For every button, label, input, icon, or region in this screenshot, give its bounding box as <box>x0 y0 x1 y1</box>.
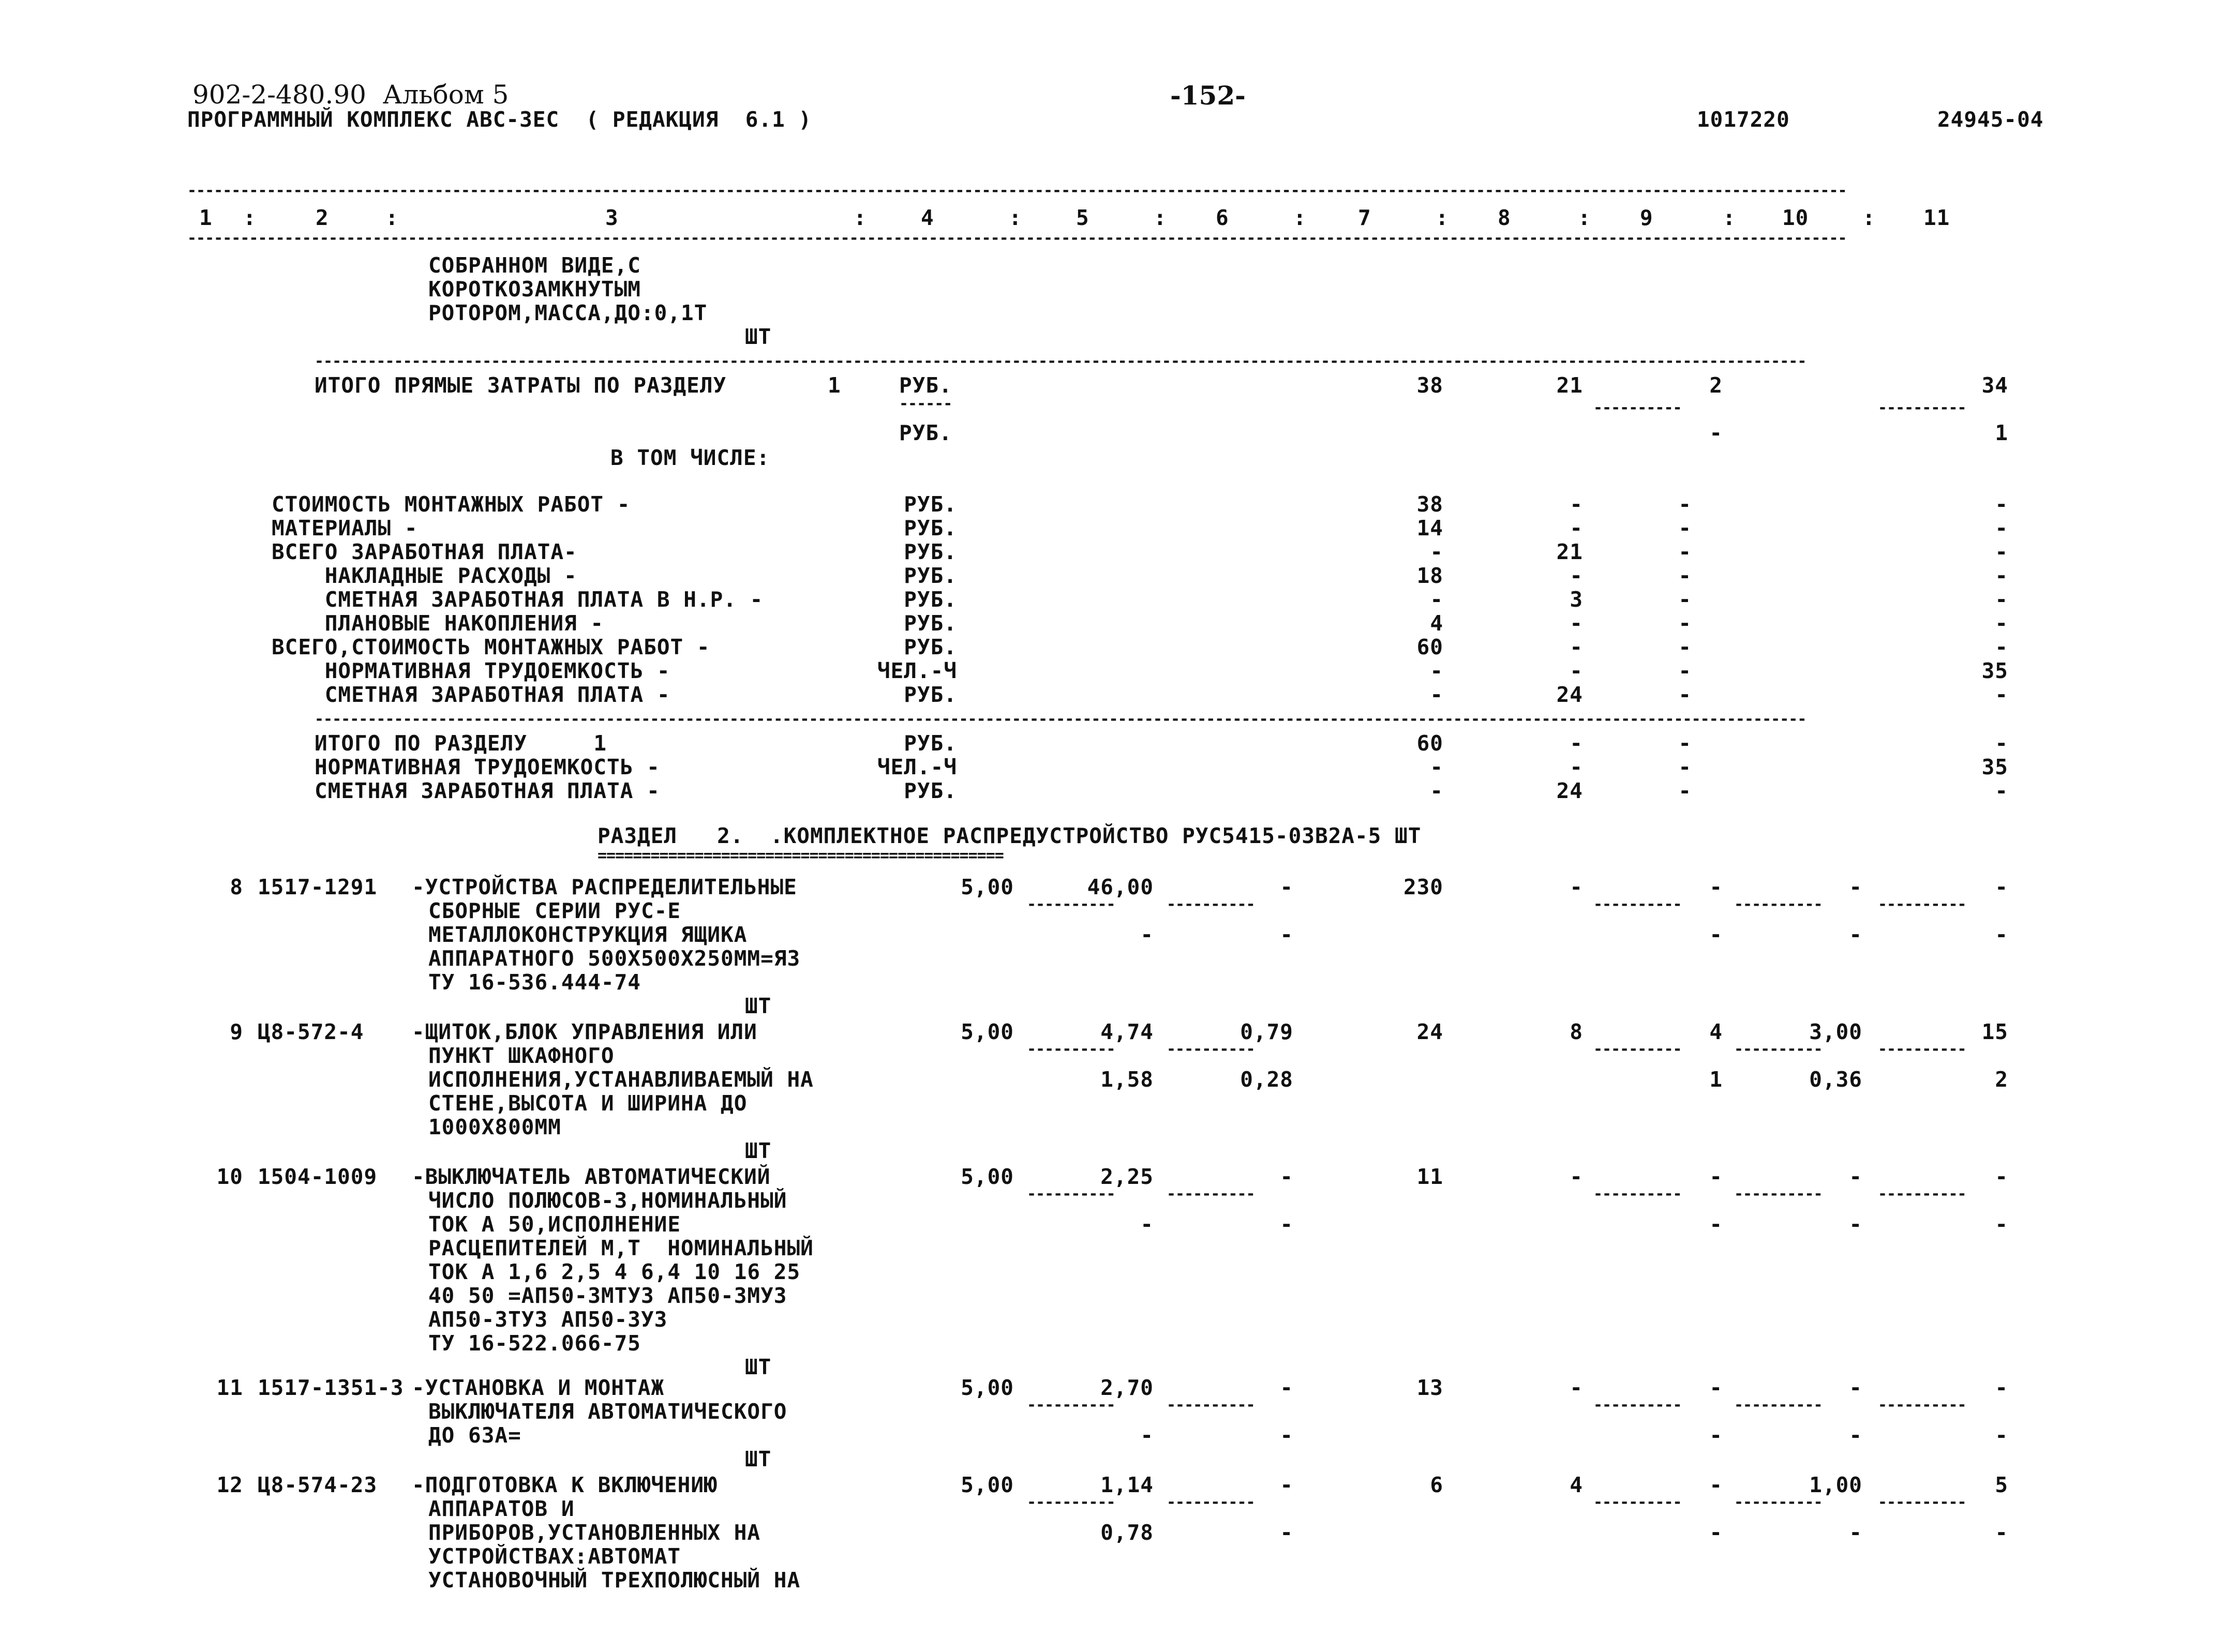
item-description-line: -УСТАНОВКА И МОНТАЖ <box>412 1375 664 1400</box>
breakdown-c9: - <box>1678 516 1692 540</box>
column-separator: : <box>1723 205 1736 230</box>
cost-underline: ---------- <box>1734 899 1823 910</box>
section-total-unit: ЧЕЛ.-Ч <box>877 755 957 779</box>
cost-underline: ---------- <box>1734 1497 1823 1508</box>
breakdown-c11: - <box>1995 492 2008 517</box>
column-number-4: 4 <box>921 205 934 230</box>
breakdown-c9: - <box>1678 611 1692 636</box>
item-c5-sub: - <box>1140 1423 1154 1448</box>
cost-underline: ---------- <box>1878 1189 1966 1200</box>
section-total-c9: - <box>1678 778 1692 803</box>
column-separator: : <box>1436 205 1449 230</box>
item-c11: - <box>1995 1164 2008 1189</box>
breakdown-c8: - <box>1570 658 1583 683</box>
item-description-line: РАСЦЕПИТЕЛЕЙ М,Т НОМИНАЛЬНЫЙ <box>428 1236 814 1260</box>
breakdown-c11: - <box>1995 539 2008 564</box>
item-description-line: 1000Х800ММ <box>428 1115 561 1139</box>
section-total-c7: - <box>1430 755 1443 779</box>
item-c11: 15 <box>1981 1019 2008 1044</box>
totals-direct-c7: 38 <box>1416 373 1443 398</box>
column-separator: : <box>1578 205 1591 230</box>
breakdown-c7: 60 <box>1416 635 1443 659</box>
item-c5-sub: 0,78 <box>1100 1520 1154 1545</box>
item-description-line: -ЩИТОК,БЛОК УПРАВЛЕНИЯ ИЛИ <box>412 1019 757 1044</box>
section-total-c9: - <box>1678 755 1692 779</box>
item-description-line: ПРИБОРОВ,УСТАНОВЛЕННЫХ НА <box>428 1520 761 1545</box>
c9-underline: ---------- <box>1593 402 1682 414</box>
item-quantity: 5,00 <box>961 1019 1014 1044</box>
section-total-c7: - <box>1430 778 1443 803</box>
breakdown-unit: РУБ. <box>904 611 957 636</box>
item-c6-sub: - <box>1280 1212 1293 1237</box>
price-underline: ---------- <box>1167 1044 1255 1055</box>
totals-direct-c9b: - <box>1709 420 1723 445</box>
item-c11: - <box>1995 875 2008 899</box>
section-total-c9: - <box>1678 731 1692 756</box>
item-number: 10 <box>216 1164 243 1189</box>
breakdown-label: НОРМАТИВНАЯ ТРУДОЕМКОСТЬ - <box>272 658 670 683</box>
price-underline: ---------- <box>1027 1400 1115 1411</box>
breakdown-c11: - <box>1995 563 2008 588</box>
item-description-line: ТОК А 1,6 2,5 4 6,4 10 16 25 <box>428 1259 801 1284</box>
item-c10: - <box>1849 1164 1862 1189</box>
column-number-6: 6 <box>1216 205 1229 230</box>
breakdown-label: ПЛАНОВЫЕ НАКОПЛЕНИЯ - <box>272 611 604 636</box>
column-number-2: 2 <box>316 205 329 230</box>
item-c10: - <box>1849 1375 1862 1400</box>
price-underline: ---------- <box>1167 1189 1255 1200</box>
item-description-line: -ПОДГОТОВКА К ВКЛЮЧЕНИЮ <box>412 1473 718 1497</box>
item-c7: 230 <box>1403 875 1443 899</box>
breakdown-c7: 4 <box>1430 611 1443 636</box>
item-c8: - <box>1570 1164 1583 1189</box>
column-number-8: 8 <box>1498 205 1511 230</box>
breakdown-c9: - <box>1678 539 1692 564</box>
column-number-5: 5 <box>1076 205 1089 230</box>
item-number: 11 <box>216 1375 243 1400</box>
price-underline: ---------- <box>1027 1497 1115 1508</box>
cost-underline: ---------- <box>1878 1400 1966 1411</box>
item-description-line: УСТРОЙСТВАХ:АВТОМАТ <box>428 1544 681 1569</box>
item-description-line: МЕТАЛЛОКОНСТРУКЦИЯ ЯЩИКА <box>428 922 748 947</box>
item-unit: ШТ <box>745 994 772 1018</box>
item-c7: 11 <box>1416 1164 1443 1189</box>
breakdown-c8: - <box>1570 611 1583 636</box>
item-description-line: СБОРНЫЕ СЕРИИ РУС-Е <box>428 898 681 923</box>
item-c9-sub: - <box>1709 1212 1723 1237</box>
item-description-line: АППАРАТНОГО 500Х500Х250ММ=Я3 <box>428 946 801 971</box>
breakdown-label: СМЕТНАЯ ЗАРАБОТНАЯ ПЛАТА - <box>272 682 670 707</box>
section-total-label: ИТОГО ПО РАЗДЕЛУ 1 <box>315 731 607 756</box>
price-underline: ---------- <box>1167 1400 1255 1411</box>
c11-underline: ---------- <box>1878 402 1966 414</box>
item-c10-sub: - <box>1849 1212 1862 1237</box>
section-total-c11: - <box>1995 731 2008 756</box>
item-c9-sub: - <box>1709 922 1723 947</box>
breakdown-c7: 38 <box>1416 492 1443 517</box>
section-total-label: СМЕТНАЯ ЗАРАБОТНАЯ ПЛАТА - <box>315 778 660 803</box>
item-c7: 6 <box>1430 1473 1443 1497</box>
cost-underline: ---------- <box>1593 1400 1682 1411</box>
item-description-line: ТОК А 50,ИСПОЛНЕНИЕ <box>428 1212 681 1237</box>
item-description-line: ВЫКЛЮЧАТЕЛЯ АВТОМАТИЧЕСКОГО <box>428 1399 787 1424</box>
breakdown-c9: - <box>1678 635 1692 659</box>
cost-underline: ---------- <box>1878 899 1966 910</box>
section-total-label: НОРМАТИВНАЯ ТРУДОЕМКОСТЬ - <box>315 755 660 779</box>
item-unit: ШТ <box>745 1138 772 1163</box>
item-unit: ШТ <box>745 1355 772 1379</box>
breakdown-unit: РУБ. <box>904 563 957 588</box>
breakdown-c9: - <box>1678 587 1692 612</box>
breakdown-c7: 18 <box>1416 563 1443 588</box>
breakdown-c9: - <box>1678 492 1692 517</box>
item-c11: 5 <box>1995 1473 2008 1497</box>
breakdown-unit: РУБ. <box>904 587 957 612</box>
cost-underline: ---------- <box>1593 1189 1682 1200</box>
totals-direct-c11b: 1 <box>1995 420 2008 445</box>
item-c9: 4 <box>1709 1019 1723 1044</box>
totals-direct-unit: РУБ. <box>899 373 952 398</box>
item-description-line: АППАРАТОВ И <box>428 1496 575 1521</box>
item-c6-sub: - <box>1280 922 1293 947</box>
item-c9-sub: 1 <box>1709 1067 1723 1092</box>
item-description-line: ТУ 16-522.066-75 <box>428 1331 641 1356</box>
item-c7: 24 <box>1416 1019 1443 1044</box>
item-description-line: АП50-3ТУ3 АП50-3У3 <box>428 1307 668 1332</box>
price-underline: ---------- <box>1167 899 1255 910</box>
breakdown-c11: 35 <box>1981 658 2008 683</box>
item-c9: - <box>1709 875 1723 899</box>
column-separator: : <box>1293 205 1307 230</box>
column-number-10: 10 <box>1782 205 1809 230</box>
cost-underline: ---------- <box>1734 1189 1823 1200</box>
item-description-line: УСТАНОВОЧНЫЙ ТРЕХПОЛЮСНЫЙ НА <box>428 1568 801 1593</box>
breakdown-label: ВСЕГО,СТОИМОСТЬ МОНТАЖНЫХ РАБОТ - <box>272 635 710 659</box>
item-c10: 1,00 <box>1809 1473 1862 1497</box>
unit-underline: ------ <box>899 398 952 410</box>
item-c6-sub: - <box>1280 1520 1293 1545</box>
item-code: Ц8-574-23 <box>258 1473 378 1497</box>
item-c10: - <box>1849 875 1862 899</box>
item-code: Ц8-572-4 <box>258 1019 364 1044</box>
breakdown-c11: - <box>1995 682 2008 707</box>
breakdown-unit: РУБ. <box>904 635 957 659</box>
breakdown-c11: - <box>1995 611 2008 636</box>
item-c5-sub: - <box>1140 922 1154 947</box>
item-c5-sub: - <box>1140 1212 1154 1237</box>
unit-label: ШТ <box>745 324 772 349</box>
item-c6: - <box>1280 875 1293 899</box>
section-total-c8: - <box>1570 755 1583 779</box>
item-description-line: -ВЫКЛЮЧАТЕЛЬ АВТОМАТИЧЕСКИЙ <box>412 1164 771 1189</box>
breakdown-label: МАТЕРИАЛЫ - <box>272 516 418 540</box>
item-c10-sub: - <box>1849 922 1862 947</box>
totals-direct-c9: 2 <box>1709 373 1723 398</box>
breakdown-c8: - <box>1570 635 1583 659</box>
item-c6: - <box>1280 1473 1293 1497</box>
breakdown-c9: - <box>1678 658 1692 683</box>
item-c11-sub: - <box>1995 1423 2008 1448</box>
item-description-line: ПУНКТ ШКАФНОГО <box>428 1043 615 1068</box>
column-separator: : <box>1154 205 1167 230</box>
item-c8: 4 <box>1570 1473 1583 1497</box>
description-line: РОТОРОМ,МАССА,ДО:0,1Т <box>428 301 708 325</box>
item-c5: 2,25 <box>1100 1164 1154 1189</box>
header-rule-bottom: -------------------------------------------------------------------------------------------------------------------------------------------------------------------------------------------- <box>187 233 1847 244</box>
section-total-unit: РУБ. <box>904 731 957 756</box>
column-separator: : <box>385 205 399 230</box>
album-reference: 902-2-480.90 Альбом 5 <box>192 80 509 110</box>
column-number-1: 1 <box>199 205 213 230</box>
breakdown-c11: - <box>1995 587 2008 612</box>
column-number-11: 11 <box>1923 205 1950 230</box>
item-code: 1504-1009 <box>258 1164 378 1189</box>
item-c6-sub: - <box>1280 1423 1293 1448</box>
description-line: СОБРАННОМ ВИДЕ,С <box>428 253 641 278</box>
item-quantity: 5,00 <box>961 1164 1014 1189</box>
item-c10-sub: - <box>1849 1520 1862 1545</box>
breakdown-label: НАКЛАДНЫЕ РАСХОДЫ - <box>272 563 577 588</box>
item-number: 8 <box>230 875 243 899</box>
cost-underline: ---------- <box>1878 1044 1966 1055</box>
totals-direct-unit-2: РУБ. <box>899 420 952 445</box>
breakdown-c8: 24 <box>1556 682 1583 707</box>
breakdown-c8: 21 <box>1556 539 1583 564</box>
item-c8: 8 <box>1570 1019 1583 1044</box>
page-number: -152- <box>1170 80 1246 111</box>
section-total-c11: 35 <box>1981 755 2008 779</box>
breakdown-c8: - <box>1570 492 1583 517</box>
item-number: 9 <box>230 1019 243 1044</box>
section-total-c11: - <box>1995 778 2008 803</box>
item-description-line: -УСТРОЙСТВА РАСПРЕДЕЛИТЕЛЬНЫЕ <box>412 875 797 899</box>
breakdown-c9: - <box>1678 563 1692 588</box>
price-underline: ---------- <box>1167 1497 1255 1508</box>
item-c11-sub: 2 <box>1995 1067 2008 1092</box>
item-c6: - <box>1280 1375 1293 1400</box>
item-description-line: СТЕНЕ,ВЫСОТА И ШИРИНА ДО <box>428 1091 748 1116</box>
item-c10-sub: 0,36 <box>1809 1067 1862 1092</box>
totals-direct-c8: 21 <box>1556 373 1583 398</box>
item-c5: 2,70 <box>1100 1375 1154 1400</box>
item-c6: - <box>1280 1164 1293 1189</box>
column-separator: : <box>243 205 257 230</box>
breakdown-c7: 14 <box>1416 516 1443 540</box>
item-c5: 1,14 <box>1100 1473 1154 1497</box>
item-c8: - <box>1570 875 1583 899</box>
item-c10-sub: - <box>1849 1423 1862 1448</box>
column-separator: : <box>854 205 867 230</box>
section-total-c8: 24 <box>1556 778 1583 803</box>
totals-direct-label: ИТОГО ПРЯМЫЕ ЗАТРАТЫ ПО РАЗДЕЛУ <box>315 373 727 398</box>
item-c9: - <box>1709 1164 1723 1189</box>
price-underline: ---------- <box>1027 1189 1115 1200</box>
totals-direct-c11: 34 <box>1981 373 2008 398</box>
breakdown-c7: - <box>1430 658 1443 683</box>
breakdown-c9: - <box>1678 682 1692 707</box>
document-code-2: 24945-04 <box>1937 107 2044 132</box>
breakdown-unit: ЧЕЛ.-Ч <box>877 658 957 683</box>
breakdown-label: ВСЕГО ЗАРАБОТНАЯ ПЛАТА- <box>272 539 577 564</box>
column-number-9: 9 <box>1640 205 1653 230</box>
cost-underline: ---------- <box>1593 1044 1682 1055</box>
section-total-unit: РУБ. <box>904 778 957 803</box>
item-c11: - <box>1995 1375 2008 1400</box>
breakdown-c8: - <box>1570 563 1583 588</box>
breakdown-c7: - <box>1430 539 1443 564</box>
breakdown-c8: - <box>1570 516 1583 540</box>
cost-underline: ---------- <box>1734 1044 1823 1055</box>
totals-direct-section: 1 <box>828 373 841 398</box>
section-total-c8: - <box>1570 731 1583 756</box>
breakdown-c7: - <box>1430 682 1443 707</box>
item-quantity: 5,00 <box>961 875 1014 899</box>
item-description-line: 40 50 =АП50-3МТУ3 АП50-3МУ3 <box>428 1283 787 1308</box>
item-c9-sub: - <box>1709 1423 1723 1448</box>
breakdown-unit: РУБ. <box>904 492 957 517</box>
item-c6-sub: 0,28 <box>1240 1067 1293 1092</box>
document-code: 1017220 <box>1697 107 1790 132</box>
item-c9-sub: - <box>1709 1520 1723 1545</box>
item-description-line: ДО 63А= <box>428 1423 521 1448</box>
breakdown-unit: РУБ. <box>904 682 957 707</box>
breakdown-c11: - <box>1995 516 2008 540</box>
item-description-line: ЧИСЛО ПОЛЮСОВ-3,НОМИНАЛЬНЫЙ <box>428 1188 787 1213</box>
item-c10: 3,00 <box>1809 1019 1862 1044</box>
description-line: КОРОТКОЗАМКНУТЫМ <box>428 277 641 302</box>
breakdown-c7: - <box>1430 587 1443 612</box>
item-c9: - <box>1709 1473 1723 1497</box>
item-c11-sub: - <box>1995 1520 2008 1545</box>
totals-rule: ------------------------------------------------------------------------------------------------------------------------------------------------------------------------- <box>315 356 1806 367</box>
header-rule-top: -------------------------------------------------------------------------------------------------------------------------------------------------------------------------------------------- <box>187 185 1847 197</box>
item-c5: 4,74 <box>1100 1019 1154 1044</box>
column-separator: : <box>1862 205 1876 230</box>
column-number-3: 3 <box>605 205 619 230</box>
column-separator: : <box>1009 205 1022 230</box>
item-c5-sub: 1,58 <box>1100 1067 1154 1092</box>
cost-underline: ---------- <box>1878 1497 1966 1508</box>
cost-underline: ---------- <box>1593 899 1682 910</box>
program-title: ПРОГРАММНЫЙ КОМПЛЕКС АВС-3ЕС ( РЕДАКЦИЯ 6.1 ) <box>187 107 812 132</box>
item-unit: ШТ <box>745 1447 772 1471</box>
item-c5: 46,00 <box>1087 875 1154 899</box>
breakdown-c8: 3 <box>1570 587 1583 612</box>
breakdown-label: СМЕТНАЯ ЗАРАБОТНАЯ ПЛАТА В Н.Р. - <box>272 587 764 612</box>
item-quantity: 5,00 <box>961 1375 1014 1400</box>
section-2-underline: ============================================== <box>598 850 1004 862</box>
breakdown-label: СТОИМОСТЬ МОНТАЖНЫХ РАБОТ - <box>272 492 631 517</box>
breakdown-unit: РУБ. <box>904 516 957 540</box>
item-c11-sub: - <box>1995 922 2008 947</box>
item-description-line: ТУ 16-536.444-74 <box>428 970 641 995</box>
item-c11-sub: - <box>1995 1212 2008 1237</box>
including-label: В ТОМ ЧИСЛЕ: <box>610 445 770 470</box>
section-total-c7: 60 <box>1416 731 1443 756</box>
breakdown-c11: - <box>1995 635 2008 659</box>
item-description-line: ИСПОЛНЕНИЯ,УСТАНАВЛИВАЕМЫЙ НА <box>428 1067 814 1092</box>
price-underline: ---------- <box>1027 1044 1115 1055</box>
price-underline: ---------- <box>1027 899 1115 910</box>
section-2-title: РАЗДЕЛ 2. .КОМПЛЕКТНОЕ РАСПРЕДУСТРОЙСТВО РУС5415-03В2А-5 ШТ <box>598 823 1422 848</box>
item-c9: - <box>1709 1375 1723 1400</box>
item-code: 1517-1291 <box>258 875 378 899</box>
breakdown-rule: ------------------------------------------------------------------------------------------------------------------------------------------------------------------------- <box>315 714 1806 725</box>
item-quantity: 5,00 <box>961 1473 1014 1497</box>
item-c7: 13 <box>1416 1375 1443 1400</box>
item-c8: - <box>1570 1375 1583 1400</box>
cost-underline: ---------- <box>1593 1497 1682 1508</box>
cost-underline: ---------- <box>1734 1400 1823 1411</box>
breakdown-unit: РУБ. <box>904 539 957 564</box>
item-number: 12 <box>216 1473 243 1497</box>
item-code: 1517-1351-3 <box>258 1375 404 1400</box>
column-number-7: 7 <box>1358 205 1371 230</box>
item-c6: 0,79 <box>1240 1019 1293 1044</box>
